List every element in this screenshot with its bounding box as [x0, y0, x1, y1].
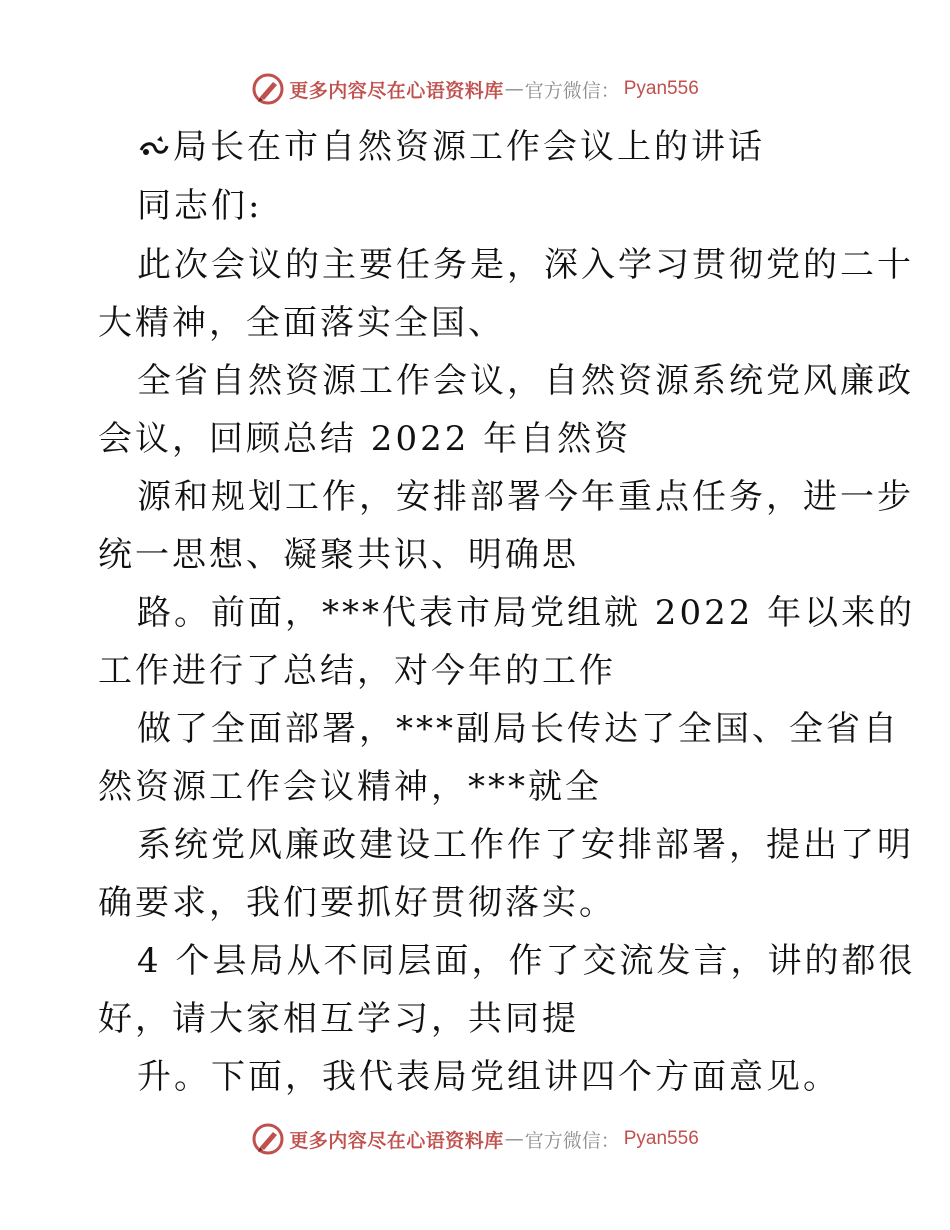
paragraph-line: 源和规划工作，安排部署今年重点任务，进一步	[137, 477, 914, 517]
banner-separator: —	[504, 78, 524, 100]
banner-brand: 更多内容尽在心语资料库	[289, 79, 504, 102]
banner-wechat-id: Pyan556	[623, 78, 699, 99]
banner-wechat-label: 官方微信：	[524, 1129, 620, 1152]
paragraph-line: 会议，回顾总结 2022 年自然资	[98, 419, 632, 459]
paragraph-line: 全省自然资源工作会议，自然资源系统党风廉政	[137, 361, 914, 401]
paragraph-line: 好，请大家相互学习，共同提	[98, 999, 579, 1039]
banner-brand: 更多内容尽在心语资料库	[289, 1129, 504, 1152]
banner-wechat-id: Pyan556	[623, 1128, 699, 1149]
document-title: 局长在市自然资源工作会议上的讲话	[173, 127, 765, 167]
paragraph-line: 确要求，我们要抓好贯彻落实。	[98, 883, 616, 923]
footer-banner	[0, 1117, 950, 1161]
paragraph-line: 统一思想、凝聚共识、明确思	[98, 535, 579, 575]
flower-ornament-icon	[137, 130, 171, 164]
paragraph-line: 做了全面部署，***副局长传达了全国、全省自	[137, 709, 900, 749]
paragraph-line: 系统党风廉政建设工作作了安排部署，提出了明	[137, 825, 914, 865]
paragraph-line: 4 个县局从不同层面，作了交流发言，讲的都很	[137, 941, 916, 981]
salutation: 同志们:	[137, 186, 263, 226]
banner-wechat-label: 官方微信：	[524, 79, 620, 102]
document-title-row	[137, 125, 765, 169]
paragraph-line: 工作进行了总结，对今年的工作	[98, 651, 616, 691]
pen-logo-icon	[251, 1122, 285, 1156]
paragraph-line: 路。前面，***代表市局党组就 2022 年以来的	[137, 593, 916, 633]
paragraph-line: 升。下面，我代表局党组讲四个方面意见。	[137, 1057, 840, 1097]
paragraph-line: 此次会议的主要任务是，深入学习贯彻党的二十	[137, 245, 914, 285]
paragraph-line: 然资源工作会议精神，***就全	[98, 767, 602, 807]
banner-separator: —	[504, 1128, 524, 1150]
paragraph-line: 大精神，全面落实全国、	[98, 303, 505, 343]
